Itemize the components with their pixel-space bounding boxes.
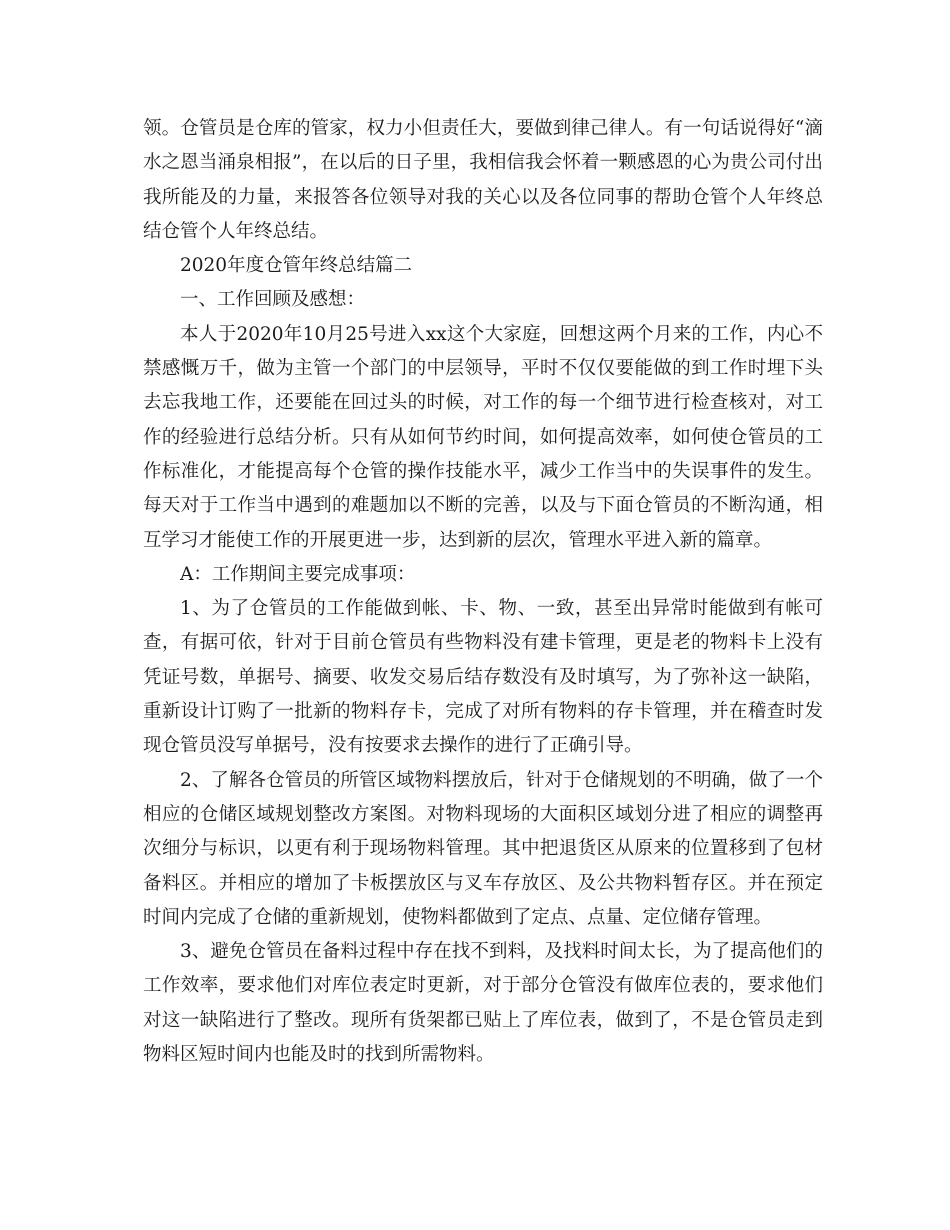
list-item: 2、了解各仓管员的所管区域物料摆放后，针对于仓储规划的不明确，做了一个相应的仓储区域规划整改方案图。对物料现场的大面积区域划分进了相应的调整再次细分与标识，以更有利于现场物料管理。其中把退货区从原来的位置移到了包材备料区。并相应的增加了卡板摆放区与叉车存放区、及公共物料暂存区。并在预定时间内完成了仓储的重新规划，使物料都做到了定点、点量、定位储存管理。 <box>143 769 823 928</box>
subsection-heading: A：工作期间主要完成事项： <box>180 563 416 585</box>
section-title: 2020年度仓管年终总结篇二 <box>180 255 413 277</box>
document-body <box>143 112 823 1072</box>
list-item: 3、避免仓管员在备料过程中存在找不到料，及找料时间太长，为了提高他们的工作效率，要求他们对库位表定时更新，对于部分仓管没有做库位表的，要求他们对这一缺陷进行了整改。现所有货架都已贴上了库位表，做到了，不是仓管员走到物料区短时间内也能及时的找到所需物料。 <box>143 941 823 1066</box>
list-item: 1、为了仓管员的工作能做到帐、卡、物、一致，甚至出异常时能做到有帐可查，有据可依，针对于目前仓管员有些物料没有建卡管理，更是老的物料卡上没有凭证号数，单据号、摘要、收发交易后结存数没有及时填写，为了弥补这一缺陷，重新设计订购了一批新的物料存卡，完成了对所有物料的存卡管理，并在稽查时发现仓管员没写单据号，没有按要求去操作的进行了正确引导。 <box>143 598 823 757</box>
paragraph: 本人于2020年10月25号进入xx这个大家庭，回想这两个月来的工作，内心不禁感慨万千，做为主管一个部门的中层领导，平时不仅仅要能做的到工作时埋下头去忘我地工作，还要能在回过头的时候，对工作的每一个细节进行检查核对，对工作的经验进行总结分析。只有从如何节约时间，如何提高效率，如何使仓管员的工作标准化，才能提高每个仓管的操作技能水平，减少工作当中的失误事件的发生。每天对于工作当中遇到的难题加以不断的完善，以及与下面仓管员的不断沟通，相互学习才能使工作的开展更进一步，达到新的层次，管理水平进入新的篇章。 <box>143 323 823 551</box>
section-heading: 一、工作回顾及感想： <box>180 289 366 311</box>
paragraph-continuation: 领。仓管员是仓库的管家，权力小但责任大，要做到律己律人。有一句话说得好“滴水之恩当涌泉相报”，在以后的日子里，我相信我会怀着一颗感恩的心为贵公司付出我所能及的力量，来报答各位领导对我的关心以及各位同事的帮助仓管个人年终总结仓管个人年终总结。 <box>143 118 823 242</box>
